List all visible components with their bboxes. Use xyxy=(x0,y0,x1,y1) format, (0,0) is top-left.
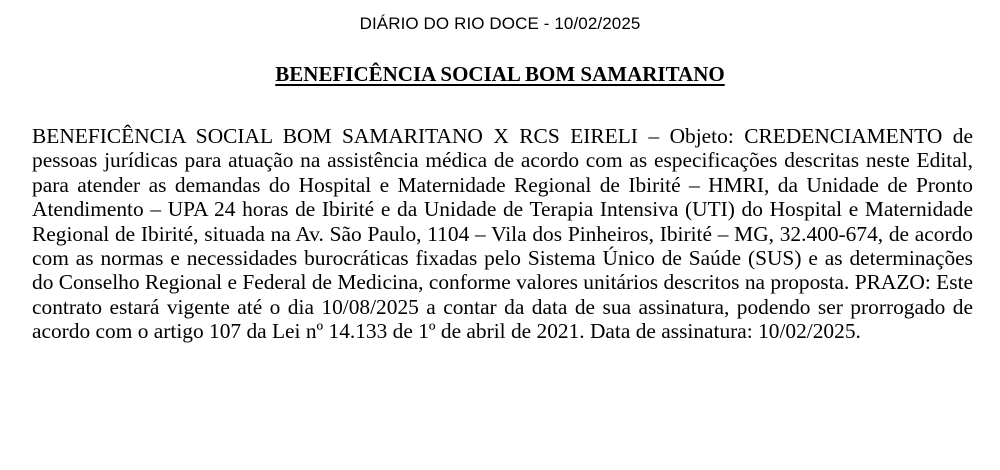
document-body: BENEFICÊNCIA SOCIAL BOM SAMARITANO X RCS EIRELI – Objeto: CREDENCIAMENTO de pessoas jurídicas para atuação na assistência médica de acordo com as especificações descritas neste Edital, para atender as demandas do Hospital e Maternidade Regional de Ibirité – HMRI, da Unidade de Pronto Atendimento – UPA 24 horas de Ibirité e da Unidade de Terapia Intensiva (UTI) do Hospital e Maternidade Regional de Ibirité, situada na Av. São Paulo, 1104 – Vila dos Pinheiros, Ibirité – MG, 32.400-674, de acordo com as normas e necessidades burocráticas fixadas pelo Sistema Único de Saúde (SUS) e as determinações do Conselho Regional e Federal de Medicina, conforme valores unitários descritos na proposta. PRAZO: Este contrato estará vigente até o dia 10/08/2025 a contar da data de sua assinatura, podendo ser prorrogado de acordo com o artigo 107 da Lei nº 14.133 de 1º de abril de 2021. Data de assinatura: 10/02/2025. xyxy=(32,124,973,344)
document-title: BENEFICÊNCIA SOCIAL BOM SAMARITANO xyxy=(275,62,725,86)
publication-header: DIÁRIO DO RIO DOCE - 10/02/2025 xyxy=(359,14,641,33)
